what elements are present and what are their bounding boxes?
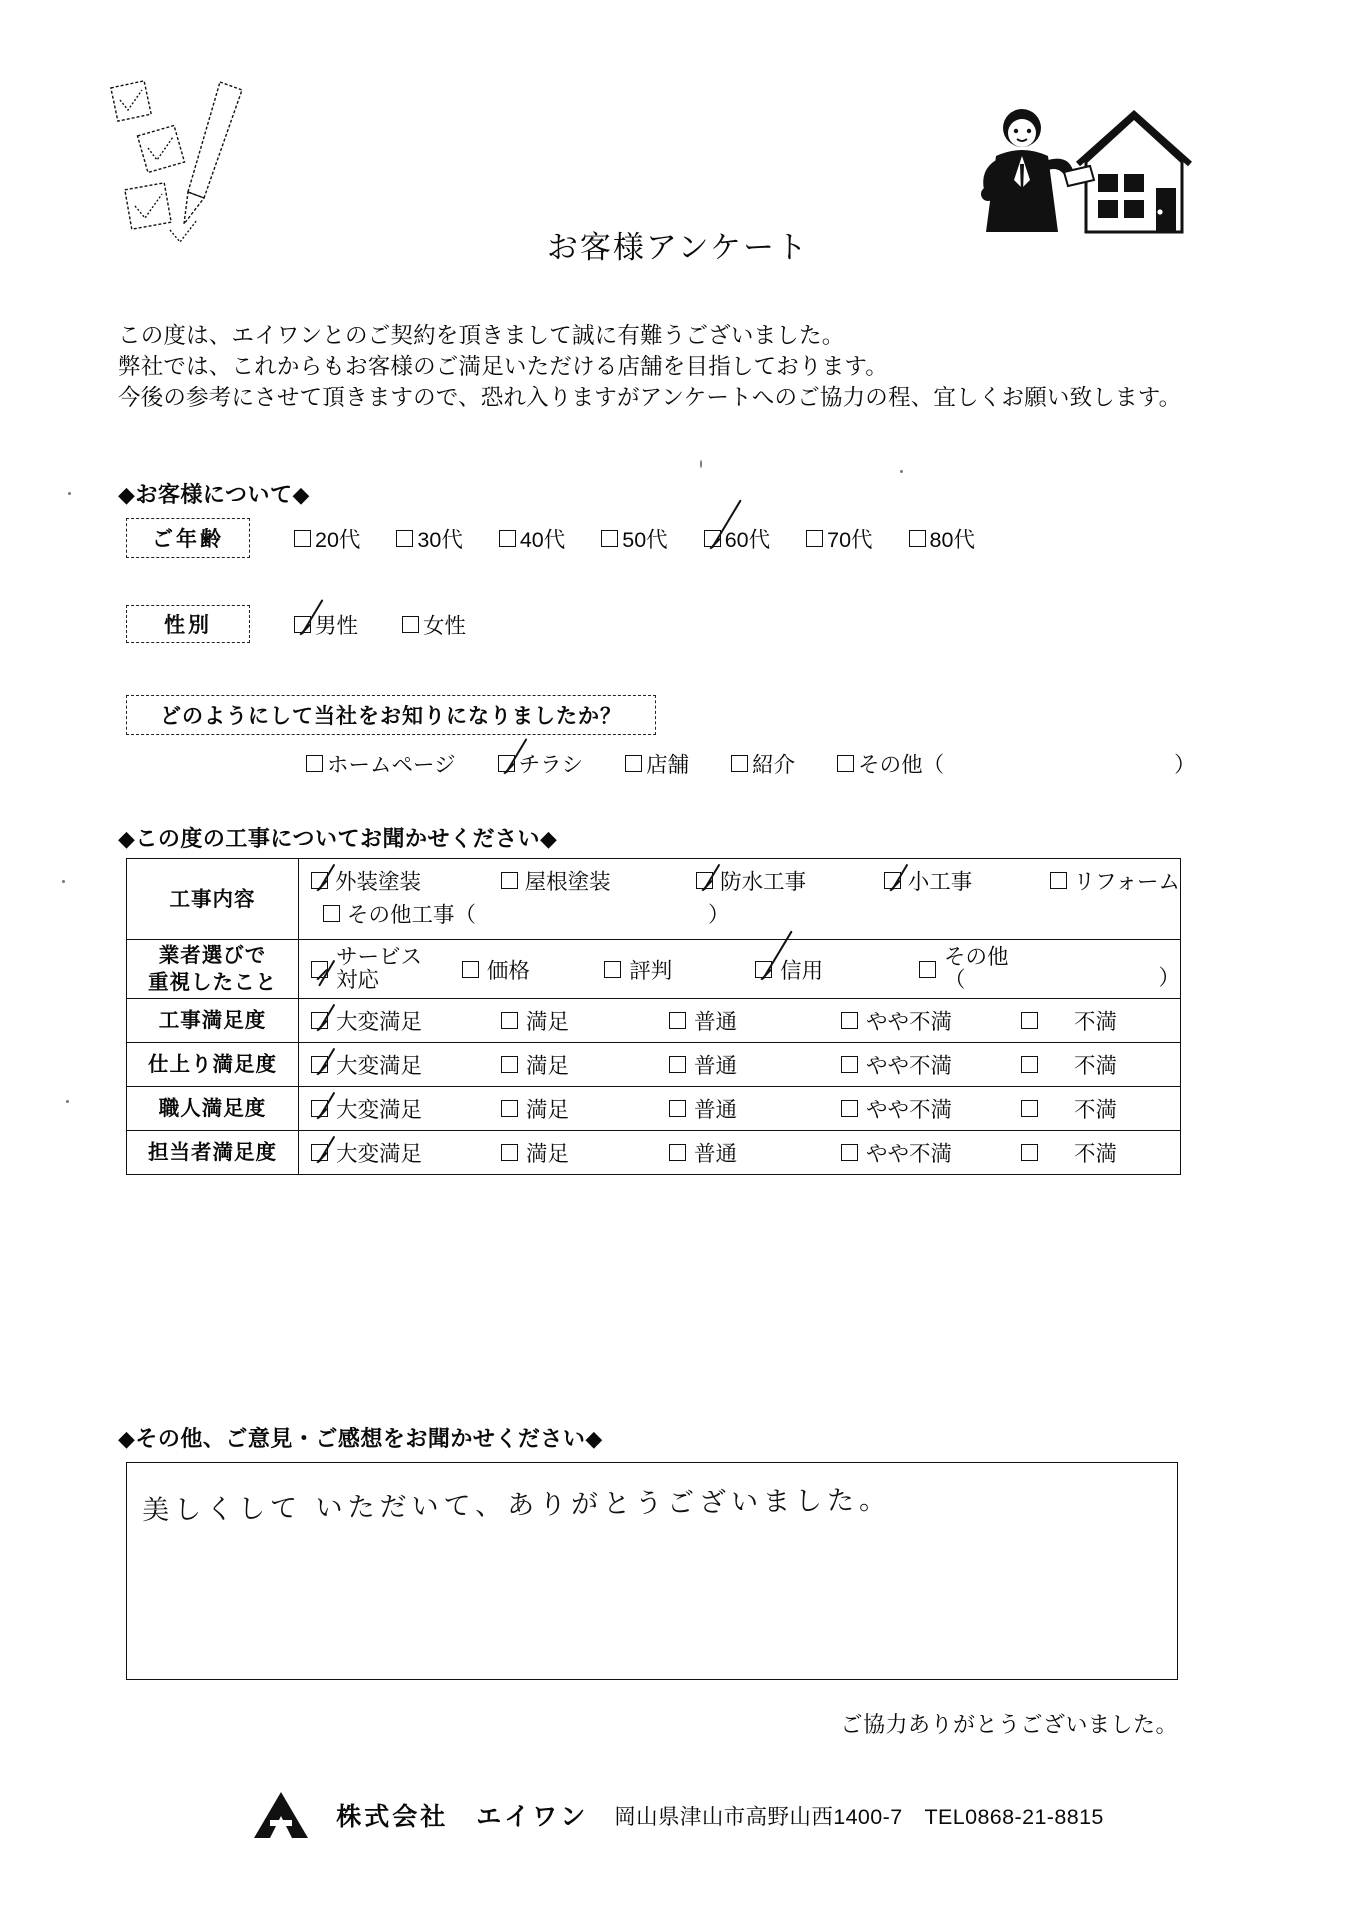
checkbox-icon[interactable] bbox=[501, 1012, 518, 1029]
checkbox-icon-checked[interactable] bbox=[311, 1056, 328, 1073]
work-satisfaction-option-neutral[interactable] bbox=[669, 1005, 841, 1036]
row-cells-finish-satisfaction bbox=[299, 1043, 1181, 1087]
work-satisfaction-option-satisfied[interactable] bbox=[501, 1005, 669, 1036]
work-satisfaction-option-slightly-dissatisfied[interactable] bbox=[841, 1005, 1021, 1036]
row-cells-work-type bbox=[299, 859, 1181, 940]
staff-satisfaction-option-slightly-dissatisfied[interactable] bbox=[841, 1137, 1021, 1168]
option-label: 20代 bbox=[315, 527, 361, 552]
work-type-option-reform[interactable] bbox=[1050, 865, 1180, 896]
checkbox-icon[interactable] bbox=[604, 961, 621, 978]
criteria-option-reputation[interactable] bbox=[604, 954, 755, 985]
option-label: 普通 bbox=[694, 1054, 738, 1078]
checkbox-icon[interactable] bbox=[501, 1056, 518, 1073]
table-row bbox=[127, 1043, 1181, 1087]
checkbox-icon[interactable] bbox=[841, 1144, 858, 1161]
option-label: 普通 bbox=[694, 1010, 738, 1034]
intro-line-2: 弊社では、これからもお客様のご満足いただける店舗を目指しております。 bbox=[118, 354, 889, 379]
craftsman-satisfaction-option-satisfied[interactable] bbox=[501, 1093, 669, 1124]
craftsman-satisfaction-option-dissatisfied[interactable] bbox=[1021, 1093, 1161, 1124]
option-label: 大変満足 bbox=[336, 1010, 423, 1034]
option-label: 信用 bbox=[780, 958, 824, 983]
comment-section-heading: ◆その他、ご意見・ご感想をお聞かせください◆ bbox=[118, 1426, 603, 1451]
staff-satisfaction-option-very-satisfied[interactable] bbox=[311, 1137, 501, 1168]
age-option-70[interactable] bbox=[806, 523, 872, 554]
option-label: チラシ bbox=[518, 753, 584, 777]
handwritten-comment: 美しくして いただいて、ありがとうございました。 bbox=[141, 1484, 892, 1527]
checkbox-icon[interactable] bbox=[501, 1144, 518, 1161]
checkbox-icon[interactable] bbox=[501, 1100, 518, 1117]
checkbox-icon[interactable] bbox=[499, 530, 516, 547]
checkbox-icon[interactable] bbox=[501, 872, 518, 889]
checkbox-icon-checked[interactable] bbox=[311, 1144, 328, 1161]
option-label: 50代 bbox=[622, 527, 668, 552]
option-group bbox=[311, 946, 1180, 992]
option-label: 不満 bbox=[1074, 1054, 1118, 1078]
option-label: 30代 bbox=[417, 527, 463, 552]
staff-satisfaction-option-dissatisfied[interactable] bbox=[1021, 1137, 1161, 1168]
work-type-option-roof-painting[interactable] bbox=[501, 865, 697, 896]
checkbox-icon-checked[interactable] bbox=[294, 616, 311, 633]
table-row bbox=[127, 940, 1181, 999]
option-label bbox=[944, 946, 1009, 992]
checkbox-icon[interactable] bbox=[1050, 872, 1067, 889]
option-label: 不満 bbox=[1074, 1098, 1118, 1122]
page-footer bbox=[0, 1790, 1356, 1840]
row-label-line-1: 業者選びで bbox=[158, 944, 267, 967]
finish-satisfaction-option-satisfied[interactable] bbox=[501, 1049, 669, 1080]
paren-close: ） bbox=[1158, 966, 1181, 990]
work-section-heading: ◆この度の工事についてお聞かせください◆ bbox=[118, 826, 558, 851]
option-label-line-2: 対応 bbox=[336, 968, 380, 992]
checkbox-icon-checked[interactable] bbox=[311, 1012, 328, 1029]
page-title: お客様アンケート bbox=[546, 230, 810, 265]
checkbox-icon[interactable] bbox=[402, 616, 419, 633]
company-name: 株式会社 エイワン bbox=[336, 1803, 589, 1831]
checkbox-icon-checked[interactable] bbox=[311, 872, 328, 889]
gender-option-female[interactable] bbox=[402, 609, 466, 640]
checkbox-icon[interactable] bbox=[841, 1012, 858, 1029]
option-label: 不満 bbox=[1074, 1142, 1118, 1166]
table-row bbox=[127, 1087, 1181, 1131]
intro-paragraph bbox=[118, 320, 1298, 413]
checkbox-icon[interactable] bbox=[841, 1100, 858, 1117]
row-label-line-2: 重視したこと bbox=[148, 971, 277, 994]
option-label: リフォーム bbox=[1073, 870, 1180, 894]
row-label-finish-satisfaction: 仕上り満足度 bbox=[127, 1043, 299, 1087]
age-option-20[interactable] bbox=[294, 523, 360, 554]
option-label: その他工事（ bbox=[347, 903, 477, 927]
option-label: 満足 bbox=[526, 1098, 570, 1122]
row-label-selection-criteria bbox=[127, 940, 299, 999]
checkbox-icon-checked[interactable] bbox=[696, 872, 713, 889]
checkbox-icon[interactable] bbox=[1021, 1100, 1038, 1117]
checkbox-icon[interactable] bbox=[462, 961, 479, 978]
option-group bbox=[311, 1093, 1180, 1124]
option-label: 小工事 bbox=[907, 870, 973, 894]
option-label: やや不満 bbox=[866, 1098, 953, 1122]
finish-satisfaction-option-dissatisfied[interactable] bbox=[1021, 1049, 1161, 1080]
option-label: 普通 bbox=[694, 1142, 738, 1166]
age-row bbox=[126, 518, 1011, 558]
checkbox-icon[interactable] bbox=[323, 905, 340, 922]
paren-close: ） bbox=[1174, 753, 1196, 777]
checkbox-icon-checked[interactable] bbox=[311, 961, 328, 978]
checkbox-icon-checked[interactable] bbox=[884, 872, 901, 889]
checkbox-icon[interactable] bbox=[841, 1056, 858, 1073]
scan-speckle bbox=[68, 492, 71, 495]
gender-option-male[interactable] bbox=[294, 609, 358, 640]
option-label: 80代 bbox=[929, 527, 975, 552]
option-label bbox=[336, 946, 422, 992]
scan-speckle bbox=[62, 880, 65, 883]
table-row bbox=[127, 999, 1181, 1043]
checkbox-icon-checked[interactable] bbox=[498, 755, 515, 772]
option-label: 60代 bbox=[724, 527, 771, 552]
page-header bbox=[0, 0, 1356, 265]
option-label: 紹介 bbox=[752, 753, 796, 777]
row-cells-selection-criteria bbox=[299, 940, 1181, 999]
work-type-other-row bbox=[311, 896, 1180, 933]
survey-table bbox=[126, 858, 1181, 1175]
table-row bbox=[127, 1131, 1181, 1175]
checkbox-icon[interactable] bbox=[669, 1100, 686, 1117]
finish-satisfaction-option-very-satisfied[interactable] bbox=[311, 1049, 501, 1080]
option-label: やや不満 bbox=[866, 1010, 953, 1034]
work-satisfaction-option-dissatisfied[interactable] bbox=[1021, 1005, 1161, 1036]
how-known-label-wrap bbox=[126, 695, 656, 735]
option-label: 屋根塗装 bbox=[524, 870, 611, 894]
company-address: 岡山県津山市高野山西1400-7 TEL0868-21-8815 bbox=[614, 1804, 1104, 1829]
age-option-80[interactable] bbox=[909, 523, 975, 554]
row-cells-craftsman-satisfaction bbox=[299, 1087, 1181, 1131]
work-type-option-minor-work[interactable] bbox=[884, 865, 1050, 896]
age-option-40[interactable] bbox=[499, 523, 565, 554]
option-label: 不満 bbox=[1074, 1010, 1118, 1034]
closing-thanks: ご協力ありがとうございました。 bbox=[840, 1712, 1178, 1737]
row-cells-work-satisfaction bbox=[299, 999, 1181, 1043]
age-option-50[interactable] bbox=[601, 523, 667, 554]
option-label: 外装塗装 bbox=[335, 870, 422, 894]
finish-satisfaction-option-slightly-dissatisfied[interactable] bbox=[841, 1049, 1021, 1080]
age-option-60[interactable] bbox=[704, 523, 770, 554]
checkbox-icon[interactable] bbox=[731, 755, 748, 772]
row-cells-staff-satisfaction bbox=[299, 1131, 1181, 1175]
option-group bbox=[311, 1137, 1180, 1168]
checkbox-icon[interactable] bbox=[1021, 1144, 1038, 1161]
option-label: 満足 bbox=[526, 1010, 570, 1034]
work-type-option-exterior-painting[interactable] bbox=[311, 865, 501, 896]
checkbox-icon[interactable] bbox=[601, 530, 618, 547]
checkbox-icon-checked[interactable] bbox=[704, 530, 721, 547]
how-known-label: どのようにして当社をお知りになりましたか？ bbox=[126, 695, 656, 735]
option-label: やや不満 bbox=[866, 1054, 953, 1078]
how-known-option-flyer[interactable] bbox=[498, 748, 584, 779]
checkbox-icon-checked[interactable] bbox=[311, 1100, 328, 1117]
option-label: ホームページ bbox=[327, 753, 456, 777]
checkbox-icon[interactable] bbox=[669, 1012, 686, 1029]
checkbox-icon[interactable] bbox=[669, 1144, 686, 1161]
criteria-option-service[interactable] bbox=[311, 946, 462, 992]
craftsman-satisfaction-option-very-satisfied[interactable] bbox=[311, 1093, 501, 1124]
option-label: 大変満足 bbox=[336, 1054, 423, 1078]
checkbox-icon[interactable] bbox=[1021, 1012, 1038, 1029]
scan-speckle bbox=[66, 1100, 69, 1103]
how-known-option-other[interactable] bbox=[837, 748, 1196, 779]
row-label-craftsman-satisfaction: 職人満足度 bbox=[127, 1087, 299, 1131]
option-label: 防水工事 bbox=[720, 870, 807, 894]
criteria-option-other[interactable] bbox=[919, 946, 1180, 992]
option-label: 40代 bbox=[519, 527, 566, 552]
gender-row bbox=[126, 605, 510, 643]
option-label: 大変満足 bbox=[336, 1098, 423, 1122]
table-row bbox=[127, 859, 1181, 940]
craftsman-satisfaction-option-neutral[interactable] bbox=[669, 1093, 841, 1124]
checkbox-icon[interactable] bbox=[306, 755, 323, 772]
criteria-option-price[interactable] bbox=[462, 954, 604, 985]
how-known-option-website[interactable] bbox=[306, 748, 456, 779]
checkbox-icon[interactable] bbox=[919, 961, 936, 978]
work-type-option-other[interactable] bbox=[323, 898, 476, 929]
option-group bbox=[311, 1005, 1180, 1036]
gender-label: 性別 bbox=[126, 605, 250, 643]
checkbox-icon[interactable] bbox=[837, 755, 854, 772]
option-label: 満足 bbox=[526, 1142, 570, 1166]
how-known-options bbox=[306, 748, 1238, 779]
option-label-line-1: サービス bbox=[336, 945, 423, 969]
scan-speckle bbox=[900, 470, 903, 473]
option-label: 男性 bbox=[315, 613, 359, 638]
staff-satisfaction-option-satisfied[interactable] bbox=[501, 1137, 669, 1168]
checkbox-icon[interactable] bbox=[806, 530, 823, 547]
row-label-work-satisfaction: 工事満足度 bbox=[127, 999, 299, 1043]
craftsman-satisfaction-option-slightly-dissatisfied[interactable] bbox=[841, 1093, 1021, 1124]
checkbox-icon[interactable] bbox=[625, 755, 642, 772]
option-label: 70代 bbox=[827, 527, 873, 552]
option-group bbox=[311, 1049, 1180, 1080]
company-logo-icon bbox=[252, 1790, 310, 1840]
staff-satisfaction-option-neutral[interactable] bbox=[669, 1137, 841, 1168]
finish-satisfaction-option-neutral[interactable] bbox=[669, 1049, 841, 1080]
intro-line-1: この度は、エイワンとのご契約を頂きまして誠に有難うございました。 bbox=[118, 323, 845, 348]
option-label: やや不満 bbox=[866, 1142, 953, 1166]
house-and-person-illustration bbox=[966, 100, 1206, 250]
age-label: ご年齢 bbox=[126, 518, 250, 558]
option-label-line-2: （ bbox=[943, 968, 966, 992]
criteria-option-trust[interactable] bbox=[755, 954, 919, 985]
checkbox-icon[interactable] bbox=[909, 530, 926, 547]
checkbox-icon[interactable] bbox=[1021, 1056, 1038, 1073]
checkbox-icon[interactable] bbox=[294, 530, 311, 547]
option-label: その他（ bbox=[858, 753, 945, 777]
scan-speckle bbox=[700, 460, 702, 468]
age-option-30[interactable] bbox=[396, 523, 462, 554]
row-label-work-type: 工事内容 bbox=[127, 859, 299, 940]
option-group bbox=[311, 865, 1180, 896]
option-label-line-1: その他 bbox=[943, 945, 1009, 969]
checkbox-icon-checked[interactable] bbox=[755, 961, 772, 978]
option-label: 満足 bbox=[526, 1054, 570, 1078]
checkbox-icon[interactable] bbox=[396, 530, 413, 547]
how-known-option-referral[interactable] bbox=[731, 748, 795, 779]
work-type-option-waterproofing[interactable] bbox=[696, 865, 884, 896]
option-label: 大変満足 bbox=[336, 1142, 423, 1166]
row-label-staff-satisfaction: 担当者満足度 bbox=[127, 1131, 299, 1175]
option-label: 普通 bbox=[694, 1098, 738, 1122]
work-satisfaction-option-very-satisfied[interactable] bbox=[311, 1005, 501, 1036]
checkbox-icon[interactable] bbox=[669, 1056, 686, 1073]
intro-line-3: 今後の参考にさせて頂きますので、恐れ入りますがアンケートへのご協力の程、宜しくお願い致します。 bbox=[118, 385, 1182, 410]
option-label: 店舗 bbox=[646, 753, 690, 777]
customer-section-heading: ◆お客様について◆ bbox=[118, 482, 310, 507]
paren-close: ） bbox=[708, 903, 730, 927]
how-known-option-store[interactable] bbox=[625, 748, 689, 779]
option-label: 評判 bbox=[629, 958, 673, 983]
option-label: 価格 bbox=[486, 958, 530, 983]
option-label: 女性 bbox=[423, 613, 467, 638]
